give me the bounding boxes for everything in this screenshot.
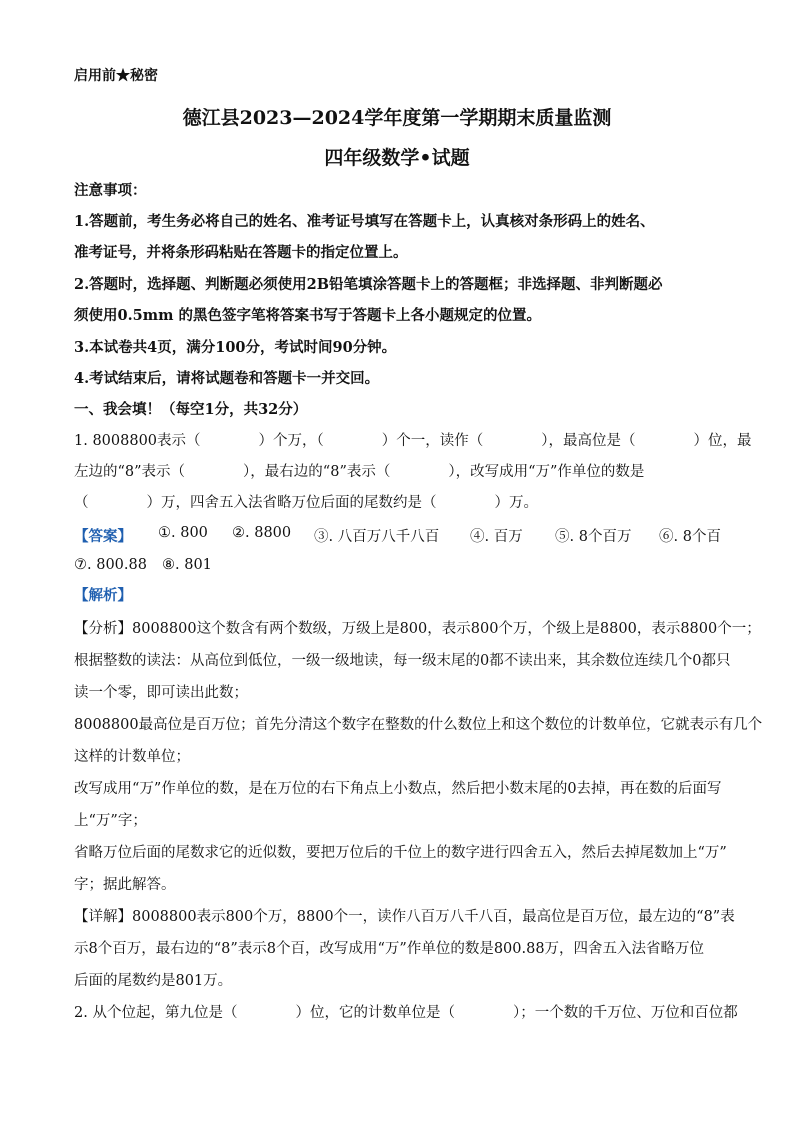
answer-item: ④. 百万: [470, 529, 523, 545]
analysis-line: 省略万位后面的尾数求它的近似数，要把万位后的千位上的数字进行四舍五入，然后去掉尾数加上“万”: [74, 845, 727, 861]
detail-line: 【详解】8008800表示800个万，8800个一，读作八百万八千八百，最高位是百万位，最左边的“8”表: [74, 909, 735, 925]
note-3: 3.本试卷共4页，满分100分，考试时间90分钟。: [74, 339, 397, 356]
exam-subtitle: 四年级数学•试题: [324, 147, 470, 169]
answer-item: ⑥. 8个百: [659, 529, 721, 545]
answer-item: ⑧. 801: [162, 557, 212, 573]
answer-item: ②. 8800: [232, 525, 292, 541]
secret-label: 启用前★秘密: [74, 68, 158, 84]
analysis-line: 8008800最高位是百万位；首先分清这个数字在整数的什么数位上和这个数位的计数单位，它就表示有几个: [74, 717, 763, 733]
analysis-line: 【分析】8008800这个数含有两个数级，万级上是800，表示800个万，个级上是8800，表示8800个一；: [74, 621, 761, 637]
section-heading: 一、我会填！（每空1分，共32分）: [74, 401, 308, 418]
answer-item: ⑦. 800.88: [74, 557, 147, 573]
answer-item: ⑤. 8个百万: [555, 529, 632, 545]
exam-title: 德江县2023—2024学年度第一学期期末质量监测: [182, 107, 612, 129]
q2-line-1: 2. 从个位起，第九位是（ ）位，它的计数单位是（ ）；一个数的千万位、万位和百位都: [74, 1005, 738, 1021]
q1-line-1: 1. 8008800表示（ ）个万，（ ）个一，读作（ ），最高位是（ ）位，最: [74, 433, 752, 449]
analysis-line: 根据整数的读法：从高位到低位，一级一级地读，每一级末尾的0都不读出来，其余数位连续几个0都只: [74, 653, 731, 669]
analysis-line: 改写成用“万”作单位的数，是在万位的右下角点上小数点，然后把小数末尾的0去掉，再在数的后面写: [74, 781, 722, 797]
note-4: 4.考试结束后，请将试题卷和答题卡一并交回。: [74, 370, 380, 387]
answer-item: ③. 八百万八千八百: [314, 529, 440, 545]
detail-line: 后面的尾数约是801万。: [74, 973, 233, 989]
analysis-label: 【解析】: [74, 587, 132, 604]
analysis-line: 上“万”字；: [74, 813, 147, 829]
q1-line-2: 左边的“8”表示（ ），最右边的“8”表示（ ），改写成用“万”作单位的数是: [74, 464, 645, 480]
note-2a: 2.答题时，选择题、判断题必须使用2B铅笔填涂答题卡上的答题框；非选择题、非判断题必: [74, 276, 663, 293]
note-2b: 须使用0.5mm 的黑色签字笔将答案书写于答题卡上各小题规定的位置。: [74, 307, 541, 324]
answer-label: 【答案】: [74, 528, 132, 545]
analysis-line: 字；据此解答。: [74, 877, 176, 893]
notes-heading: 注意事项：: [74, 182, 147, 199]
detail-line: 示8个百万，最右边的“8”表示8个百，改写成用“万”作单位的数是800.88万，四舍五入法省略万位: [74, 941, 705, 957]
analysis-line: 读一个零，即可读出此数；: [74, 685, 248, 701]
analysis-line: 这样的计数单位；: [74, 749, 190, 765]
q1-line-3: （ ）万，四舍五入法省略万位后面的尾数约是（ ）万。: [74, 495, 538, 511]
note-1a: 1.答题前，考生务必将自己的姓名、准考证号填写在答题卡上，认真核对条形码上的姓名、: [74, 213, 655, 230]
note-1b: 准考证号，并将条形码粘贴在答题卡的指定位置上。: [74, 244, 408, 261]
answer-item: ①. 800: [158, 525, 208, 541]
